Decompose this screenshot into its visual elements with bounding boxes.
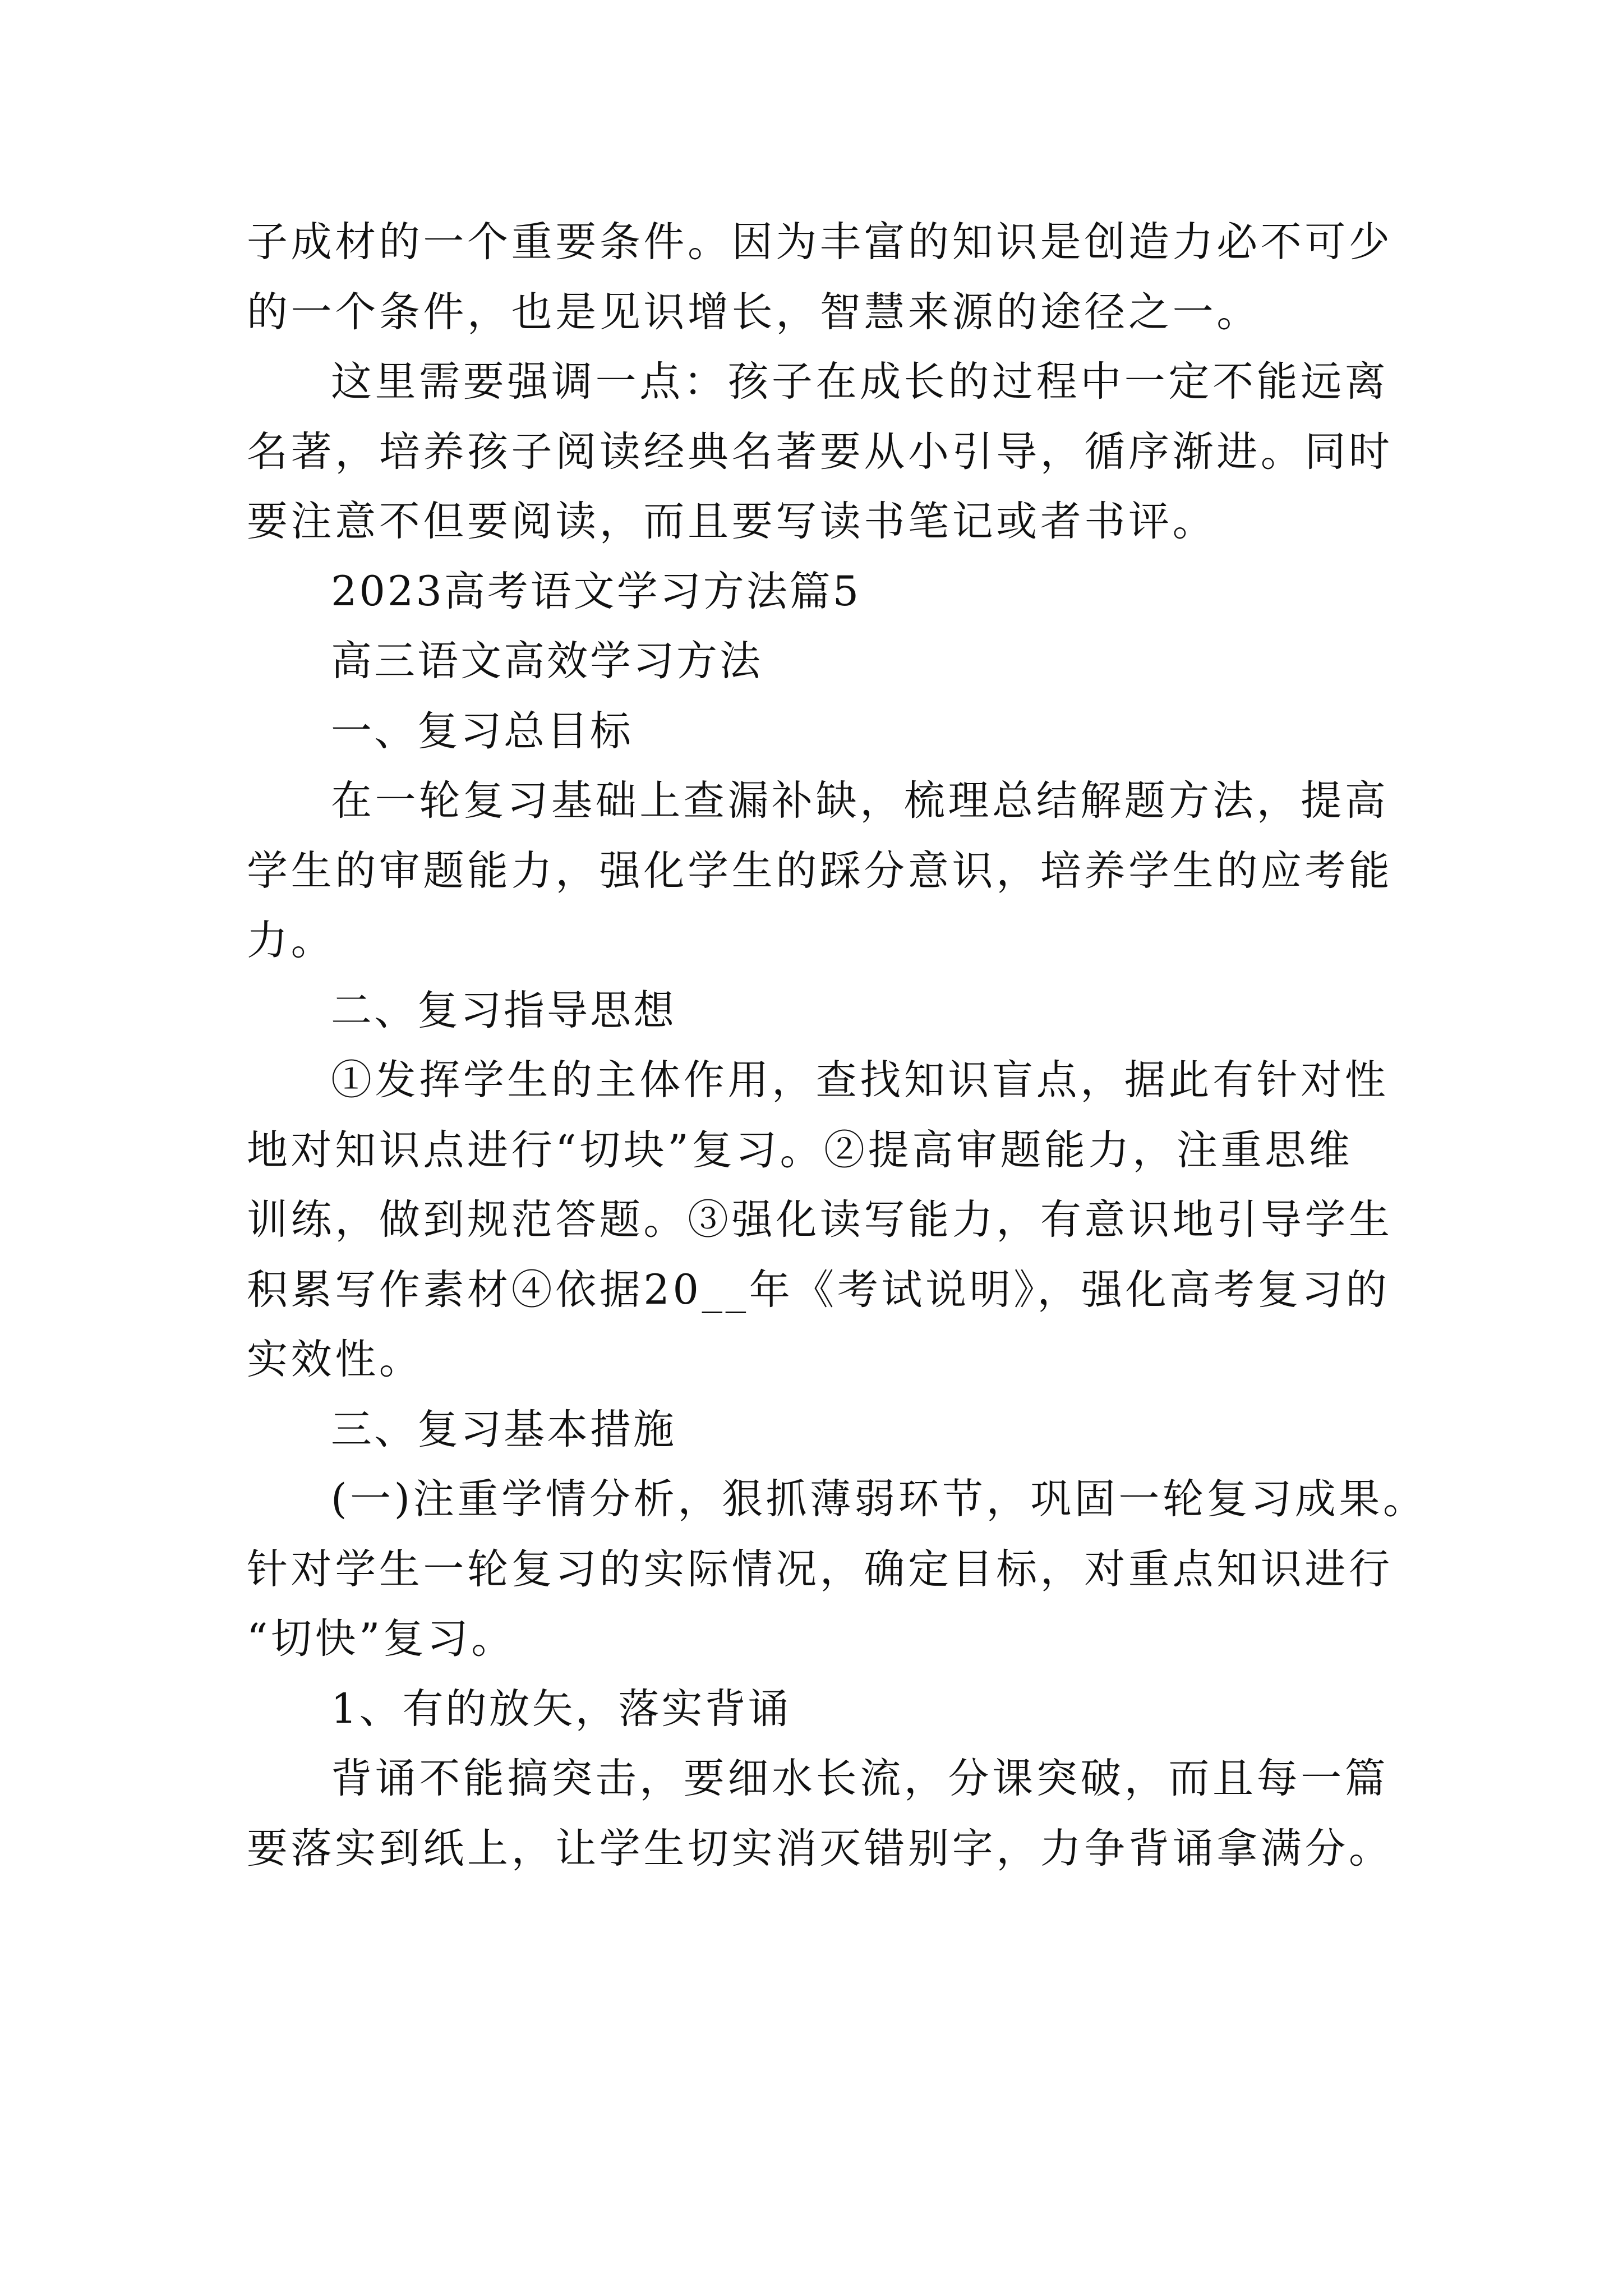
- paragraph-line: 在一轮复习基础上查漏补缺，梳理总结解题方法，提高: [331, 777, 1389, 825]
- section-title: 2023高考语文学习方法篇5: [331, 567, 861, 615]
- paragraph-line: 力。: [247, 917, 335, 964]
- paragraph-line: 地对知识点进行“切块”复习。②提高审题能力，注重思维: [247, 1126, 1353, 1174]
- paragraph-line: 要落实到纸上，让学生切实消灭错别字，力争背诵拿满分。: [247, 1824, 1393, 1872]
- subsection-heading: 1、有的放矢，落实背诵: [331, 1685, 791, 1733]
- paragraph-line: 这里需要强调一点：孩子在成长的过程中一定不能远离: [331, 358, 1389, 406]
- paragraph-line: 学生的审题能力，强化学生的踩分意识，培养学生的应考能: [247, 846, 1393, 895]
- section-heading: 二、复习指导思想: [331, 986, 676, 1034]
- paragraph-line: 针对学生一轮复习的实际情况，确定目标，对重点知识进行: [247, 1545, 1393, 1593]
- paragraph-line: ①发挥学生的主体作用，查找知识盲点，据此有针对性: [331, 1056, 1389, 1104]
- section-heading: 三、复习基本措施: [331, 1405, 676, 1453]
- paragraph-line: 的一个条件，也是见识增长，智慧来源的途径之一。: [247, 288, 1261, 336]
- paragraph-line: 名著，培养孩子阅读经典名著要从小引导，循序渐进。同时: [247, 427, 1393, 476]
- section-heading: 一、复习总目标: [331, 707, 633, 755]
- paragraph-line: 背诵不能搞突击，要细水长流，分课突破，而且每一篇: [331, 1755, 1389, 1802]
- document-body: [247, 208, 1427, 1884]
- paragraph-line: 实效性。: [247, 1336, 423, 1383]
- paragraph-line: (一)注重学情分析，狠抓薄弱环节，巩固一轮复习成果。: [331, 1475, 1427, 1523]
- article-subtitle: 高三语文高效学习方法: [331, 637, 763, 685]
- paragraph-line: 训练，做到规范答题。③强化读写能力，有意识地引导学生: [247, 1196, 1393, 1244]
- paragraph-line: “切快”复习。: [247, 1615, 515, 1663]
- paragraph-line: 子成材的一个重要条件。因为丰富的知识是创造力必不可少: [247, 218, 1393, 266]
- paragraph-line: 积累写作素材④依据20__年《考试说明》，强化高考复习的: [247, 1266, 1390, 1314]
- paragraph-line: 要注意不但要阅读，而且要写读书笔记或者书评。: [247, 498, 1217, 545]
